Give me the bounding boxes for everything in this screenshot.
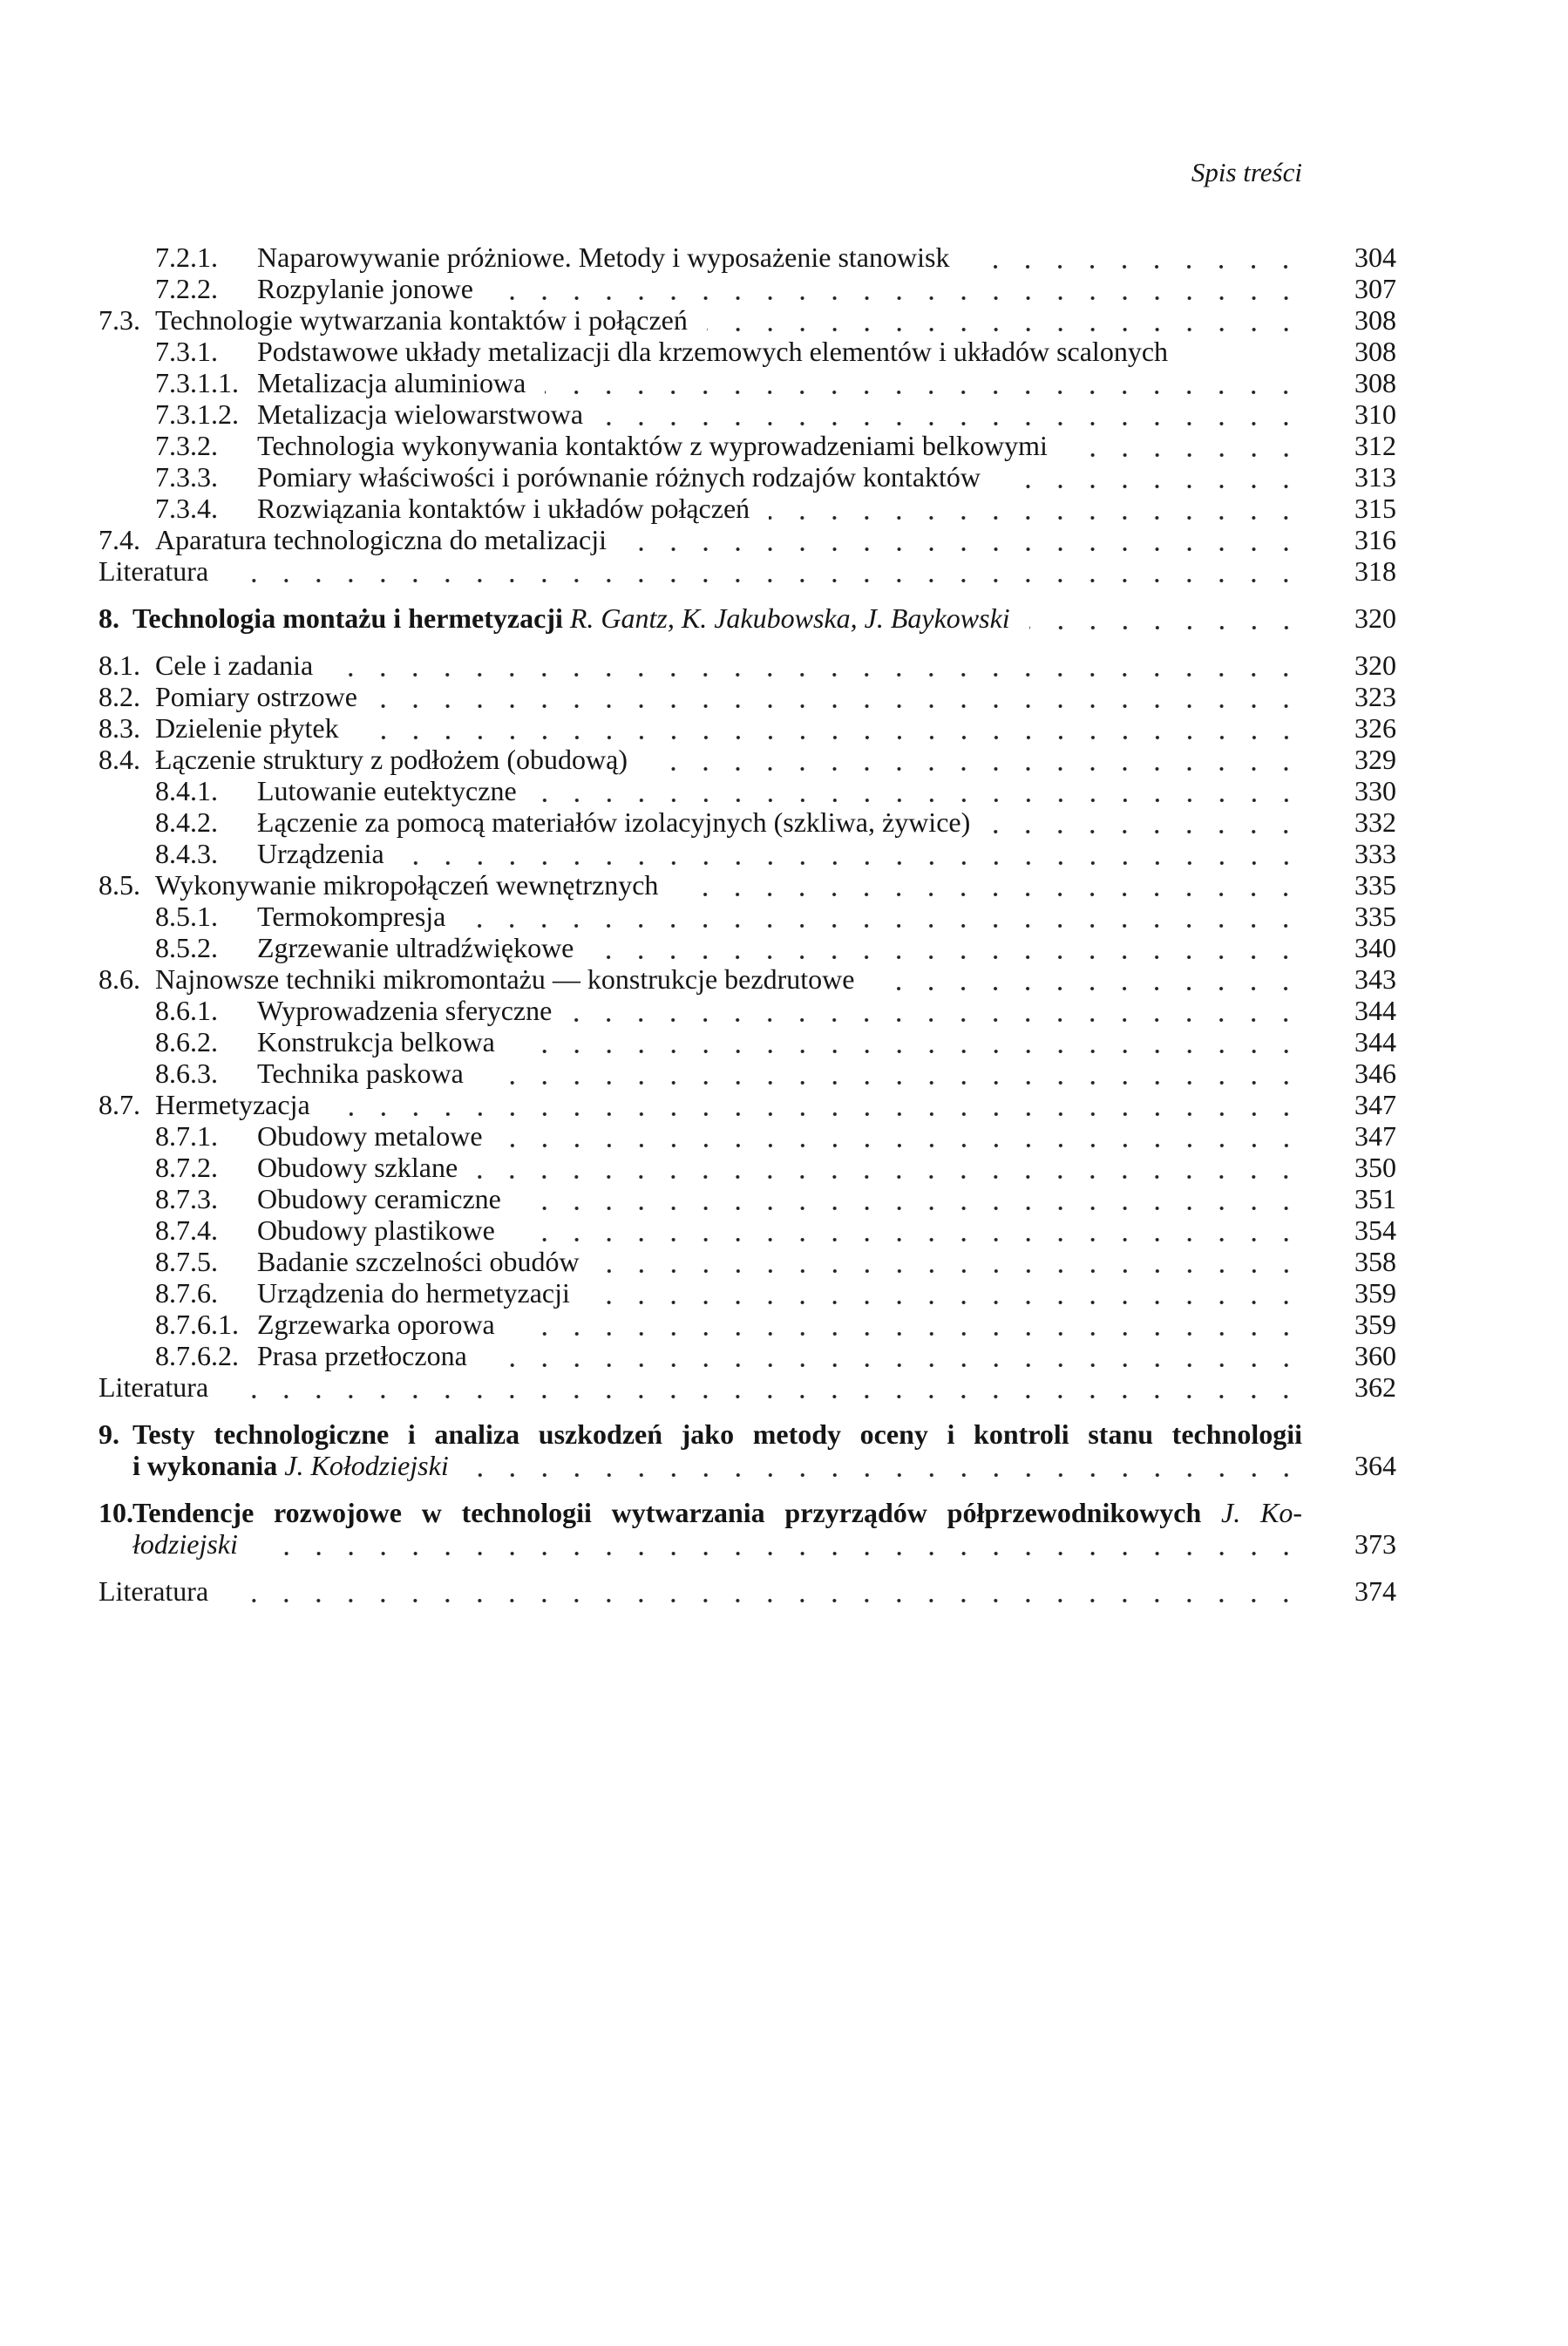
entry-title	[257, 1026, 495, 1057]
toc-entry[interactable]	[98, 681, 1396, 712]
dot-leader	[514, 1309, 1302, 1340]
page-number: 318	[1354, 555, 1396, 587]
dot-leader	[1029, 602, 1302, 634]
entry-title-text: Wyprowadzenia sferyczne	[257, 995, 553, 1026]
entry-title	[257, 493, 750, 524]
section-number: 8.6.	[98, 963, 140, 995]
toc-entry[interactable]	[98, 493, 1396, 524]
entry-title	[98, 1371, 208, 1403]
page-number: 343	[1354, 963, 1396, 995]
page-number: 335	[1354, 869, 1396, 901]
page-number: 364	[1354, 1450, 1396, 1481]
toc-entry[interactable]	[98, 932, 1396, 963]
entry-title	[132, 1418, 1302, 1450]
section-number: 8.7.5.	[155, 1246, 218, 1277]
page-number: 358	[1354, 1246, 1396, 1277]
page-number: 316	[1354, 524, 1396, 555]
section-number: 8.1.	[98, 649, 140, 681]
entry-title	[155, 649, 313, 681]
dot-leader	[593, 932, 1302, 963]
entry-title	[132, 1450, 449, 1481]
entry-title	[257, 901, 445, 932]
entry-title	[155, 304, 688, 336]
section-number: 7.3.3.	[155, 461, 218, 493]
dot-leader	[227, 1575, 1302, 1607]
dot-leader	[332, 649, 1302, 681]
page-number: 332	[1354, 806, 1396, 838]
entry-title	[98, 1575, 208, 1607]
toc-entry[interactable]	[98, 806, 1396, 838]
page-number: 310	[1354, 398, 1396, 430]
entry-title-text: Łączenie za pomocą materiałów izolacyjnych (szkliwa, żywice)	[257, 806, 971, 838]
entry-title-text: Rozwiązania kontaktów i układów połączeń	[257, 493, 750, 524]
toc-entry[interactable]	[98, 1277, 1396, 1309]
toc-entry[interactable]	[98, 1575, 1396, 1607]
section-number: 8.7.1.	[155, 1120, 218, 1152]
section-number: 7.2.2.	[155, 273, 218, 304]
entry-title	[132, 1528, 238, 1560]
section-number: 7.3.2.	[155, 430, 218, 461]
toc-entry[interactable]	[98, 901, 1396, 932]
section-number: 7.3.1.2.	[155, 398, 239, 430]
entry-title	[257, 838, 384, 869]
entry-title	[257, 461, 981, 493]
toc-entry[interactable]	[98, 555, 1396, 587]
entry-authors: J. Kołodziejski	[284, 1450, 449, 1481]
entry-title-text: Rozpylanie jonowe	[257, 273, 473, 304]
toc-entry[interactable]	[98, 1246, 1396, 1277]
page-number: 360	[1354, 1340, 1396, 1371]
toc-chapter-entry[interactable]	[98, 602, 1396, 634]
page-number: 308	[1354, 336, 1396, 367]
page-number: 329	[1354, 744, 1396, 775]
dot-leader	[989, 806, 1302, 838]
dot-leader	[1000, 461, 1302, 493]
toc-entry[interactable]	[98, 995, 1396, 1026]
entry-title-text: Urządzenia	[257, 838, 384, 869]
toc-entry[interactable]	[98, 524, 1396, 555]
entry-title	[257, 775, 517, 806]
toc-entry[interactable]	[98, 273, 1396, 304]
entry-title-text: Technologia montażu i hermetyzacji	[132, 602, 563, 634]
page-number: 326	[1354, 712, 1396, 744]
dot-leader	[468, 1450, 1302, 1481]
entry-title	[257, 1214, 495, 1246]
entry-title	[257, 241, 949, 273]
page-number: 359	[1354, 1277, 1396, 1309]
entry-title-text: Obudowy szklane	[257, 1152, 458, 1183]
dot-leader	[257, 1528, 1302, 1560]
section-number: 8.6.3.	[155, 1057, 218, 1089]
dot-leader	[486, 1340, 1302, 1371]
toc-entry[interactable]	[98, 649, 1396, 681]
entry-title-text: Badanie szczelności obudów	[257, 1246, 580, 1277]
dot-leader	[769, 493, 1302, 524]
toc-entry[interactable]	[98, 304, 1396, 336]
toc-entry[interactable]	[98, 744, 1396, 775]
dot-leader	[545, 367, 1302, 398]
entry-title	[257, 1120, 483, 1152]
page-number: 320	[1354, 649, 1396, 681]
toc-entry[interactable]	[98, 1340, 1396, 1371]
entry-title	[257, 1152, 458, 1183]
dot-leader	[571, 995, 1302, 1026]
table-of-contents	[98, 241, 1396, 1607]
section-number: 8.6.1.	[155, 995, 218, 1026]
entry-title	[98, 555, 208, 587]
page-number: 313	[1354, 461, 1396, 493]
section-number: 8.7.3.	[155, 1183, 218, 1214]
toc-line	[98, 1497, 1396, 1528]
entry-title-text: Tendencje rozwojowe w technologii wytwarzania przyrządów półprzewodnikowych	[132, 1497, 1202, 1528]
page-number: 308	[1354, 367, 1396, 398]
page-number: 373	[1354, 1528, 1396, 1560]
toc-entry[interactable]	[98, 1120, 1396, 1152]
entry-title-text: Technika paskowa	[257, 1057, 464, 1089]
entry-title-text: Literatura	[98, 1575, 209, 1607]
entry-title	[132, 1497, 1302, 1528]
entry-title-text: Podstawowe układy metalizacji dla krzemowych elementów i układów scalonych	[257, 336, 1169, 367]
toc-entry[interactable]	[98, 461, 1396, 493]
toc-entry[interactable]	[98, 241, 1396, 273]
entry-title	[257, 932, 574, 963]
entry-title-text: Konstrukcja belkowa	[257, 1026, 495, 1057]
toc-entry[interactable]	[98, 963, 1396, 995]
dot-leader	[465, 901, 1302, 932]
entry-title	[257, 336, 1168, 367]
entry-title-text: Metalizacja wielowarstwowa	[257, 398, 584, 430]
entry-title	[132, 602, 1010, 634]
dot-leader	[227, 555, 1302, 587]
dot-leader	[477, 1152, 1302, 1183]
entry-title	[155, 1089, 310, 1120]
entry-title-text: Obudowy plastikowe	[257, 1214, 495, 1246]
dot-leader	[589, 1277, 1302, 1309]
section-number: 8.2.	[98, 681, 140, 712]
page-number: 323	[1354, 681, 1396, 712]
toc-entry[interactable]	[98, 1309, 1396, 1340]
entry-title-text: Obudowy ceramiczne	[257, 1183, 501, 1214]
toc-entry[interactable]	[98, 1371, 1396, 1403]
entry-title-text: Literatura	[98, 555, 209, 587]
dot-leader	[514, 1026, 1302, 1057]
page-number: 320	[1354, 602, 1396, 634]
entry-title-text: Pomiary właściwości i porównanie różnych rodzajów kontaktów	[257, 461, 981, 493]
section-number: 8.	[98, 602, 119, 634]
toc-entry[interactable]	[98, 398, 1396, 430]
page-number: 347	[1354, 1120, 1396, 1152]
toc-entry[interactable]	[98, 1183, 1396, 1214]
page-number: 340	[1354, 932, 1396, 963]
entry-authors: R. Gantz, K. Jakubowska, J. Baykowski	[569, 602, 1010, 634]
entry-title	[155, 869, 658, 901]
toc-entry[interactable]	[98, 1057, 1396, 1089]
dot-leader	[227, 1371, 1302, 1403]
entry-title-text: Technologia wykonywania kontaktów z wyprowadzeniami belkowymi	[257, 430, 1048, 461]
dot-leader	[502, 1120, 1302, 1152]
toc-entry[interactable]	[98, 1026, 1396, 1057]
entry-title	[257, 1183, 501, 1214]
entry-title-text: Naparowywanie próżniowe. Metody i wyposażenie stanowisk	[257, 241, 950, 273]
section-number: 8.7.6.	[155, 1277, 218, 1309]
toc-chapter-entry[interactable]	[98, 1497, 1396, 1560]
entry-title-text: Wykonywanie mikropołączeń wewnętrznych	[155, 869, 659, 901]
entry-title	[257, 1277, 570, 1309]
entry-title-text: Obudowy metalowe	[257, 1120, 483, 1152]
section-number: 8.4.1.	[155, 775, 218, 806]
entry-title-text: i wykonania	[132, 1450, 278, 1481]
section-number: 7.3.1.	[155, 336, 218, 367]
running-header: Spis treści	[1191, 157, 1302, 187]
section-number: 8.5.2.	[155, 932, 218, 963]
page-number: 359	[1354, 1309, 1396, 1340]
entry-title	[257, 1246, 580, 1277]
page-number: 315	[1354, 493, 1396, 524]
entry-authors: J. Ko-	[1221, 1497, 1303, 1528]
entry-title-text: Zgrzewanie ultradźwiękowe	[257, 932, 574, 963]
entry-title	[155, 524, 607, 555]
entry-title	[155, 712, 339, 744]
section-number: 10.	[98, 1497, 133, 1528]
entry-title	[257, 1057, 464, 1089]
entry-title-text: Zgrzewarka oporowa	[257, 1309, 495, 1340]
entry-title	[155, 963, 854, 995]
section-number: 8.7.6.1.	[155, 1309, 239, 1340]
page-number: 312	[1354, 430, 1396, 461]
page-number: 346	[1354, 1057, 1396, 1089]
entry-title-text: Dzielenie płytek	[155, 712, 339, 744]
entry-authors: łodziejski	[132, 1528, 238, 1560]
page-number: 344	[1354, 1026, 1396, 1057]
section-number: 8.7.6.2.	[155, 1340, 239, 1371]
toc-entry[interactable]	[98, 430, 1396, 461]
page-number: 374	[1354, 1575, 1396, 1607]
dot-leader	[536, 775, 1302, 806]
dot-leader	[404, 838, 1302, 869]
section-number: 7.2.1.	[155, 241, 218, 273]
section-number: 8.4.3.	[155, 838, 218, 869]
section-number: 8.7.4.	[155, 1214, 218, 1246]
entry-title-text: Lutowanie eutektyczne	[257, 775, 517, 806]
entry-title-text: Pomiary ostrzowe	[155, 681, 357, 712]
dot-leader	[707, 304, 1302, 336]
page-number: 354	[1354, 1214, 1396, 1246]
dot-leader	[602, 398, 1302, 430]
entry-title-text: Łączenie struktury z podłożem (obudową)	[155, 744, 628, 775]
page-number: 304	[1354, 241, 1396, 273]
dot-leader	[1067, 430, 1302, 461]
entry-title-text: Technologie wytwarzania kontaktów i połączeń	[155, 304, 688, 336]
entry-title	[257, 1340, 467, 1371]
entry-title	[257, 995, 552, 1026]
dot-leader	[599, 1246, 1302, 1277]
toc-entry[interactable]	[98, 1214, 1396, 1246]
page-number: 350	[1354, 1152, 1396, 1183]
page-number: 362	[1354, 1371, 1396, 1403]
section-number: 9.	[98, 1418, 119, 1450]
page-number: 347	[1354, 1089, 1396, 1120]
page-number: 333	[1354, 838, 1396, 869]
entry-title	[257, 806, 970, 838]
section-number: 8.7.	[98, 1089, 140, 1120]
toc-entry[interactable]	[98, 838, 1396, 869]
toc-line	[98, 1418, 1396, 1450]
section-number: 7.3.4.	[155, 493, 218, 524]
dot-leader	[626, 524, 1302, 555]
dot-leader	[677, 869, 1302, 901]
dot-leader	[520, 1183, 1302, 1214]
entry-title-text: Najnowsze techniki mikromontażu — konstrukcje bezdrutowe	[155, 963, 855, 995]
toc-entry[interactable]	[98, 336, 1396, 367]
toc-line	[98, 1450, 1396, 1481]
section-number: 8.3.	[98, 712, 140, 744]
dot-leader	[873, 963, 1302, 995]
section-number: 8.6.2.	[155, 1026, 218, 1057]
dot-leader	[329, 1089, 1302, 1120]
entry-title-text: Urządzenia do hermetyzacji	[257, 1277, 570, 1309]
section-number: 7.4.	[98, 524, 140, 555]
entry-title-text: Prasa przetłoczona	[257, 1340, 467, 1371]
dot-leader	[647, 744, 1302, 775]
entry-title	[257, 430, 1048, 461]
dot-leader	[514, 1214, 1302, 1246]
entry-title	[155, 681, 357, 712]
page-number: 330	[1354, 775, 1396, 806]
dot-leader	[968, 241, 1302, 273]
section-number: 8.7.2.	[155, 1152, 218, 1183]
entry-title	[257, 273, 473, 304]
entry-title-text: Hermetyzacja	[155, 1089, 310, 1120]
toc-line	[98, 1528, 1396, 1560]
dot-leader	[492, 273, 1302, 304]
entry-title-text: Metalizacja aluminiowa	[257, 367, 526, 398]
section-number: 8.5.	[98, 869, 140, 901]
toc-entry[interactable]	[98, 712, 1396, 744]
entry-title-text: Cele i zadania	[155, 649, 314, 681]
toc-entry[interactable]	[98, 1152, 1396, 1183]
entry-title-text: Termokompresja	[257, 901, 446, 932]
entry-title	[257, 367, 526, 398]
entry-title-text: Testy technologiczne i analiza uszkodzeń jako metody oceny i kontroli stanu technologii	[132, 1418, 1302, 1450]
toc-entry[interactable]	[98, 1089, 1396, 1120]
page-number: 307	[1354, 273, 1396, 304]
toc-entry[interactable]	[98, 367, 1396, 398]
section-number: 7.3.1.1.	[155, 367, 239, 398]
page-number: 344	[1354, 995, 1396, 1026]
entry-title	[257, 1309, 495, 1340]
toc-entry[interactable]	[98, 775, 1396, 806]
page-number: 351	[1354, 1183, 1396, 1214]
dot-leader	[483, 1057, 1302, 1089]
page-number: 308	[1354, 304, 1396, 336]
toc-chapter-entry[interactable]	[98, 1418, 1396, 1481]
toc-entry[interactable]	[98, 869, 1396, 901]
entry-title-text: Literatura	[98, 1371, 209, 1403]
dot-leader	[358, 712, 1302, 744]
entry-title	[257, 398, 583, 430]
entry-title-text: Aparatura technologiczna do metalizacji	[155, 524, 607, 555]
section-number: 8.4.	[98, 744, 140, 775]
entry-title	[155, 744, 628, 775]
section-number: 8.5.1.	[155, 901, 218, 932]
section-number: 8.4.2.	[155, 806, 218, 838]
dot-leader	[377, 681, 1302, 712]
dot-leader	[1187, 336, 1302, 367]
page-number: 335	[1354, 901, 1396, 932]
section-number: 7.3.	[98, 304, 140, 336]
